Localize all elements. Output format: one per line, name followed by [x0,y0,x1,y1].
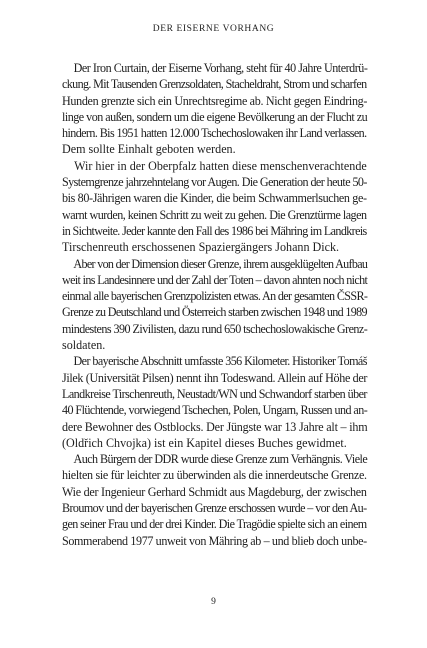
text-line: in Sichtweite. Jeder kannte den Fall des 1986 bei Mähring im Landkreis [62,223,367,238]
text-line: linge von außen, sondern um die eigene Bevölkerung an der Flucht zu [62,109,368,124]
text-line: Hunden grenzte sich ein Unrechtsregime ab. Nicht gegen Eindring- [62,93,368,108]
text-line: Landkreise Tirschenreuth, Neustadt/WN und Schwandorf starben über [62,386,367,401]
text-line: Broumov und der bayerischen Grenze erschossen wurde – vor den Au- [62,501,367,516]
text-line: mindestens 390 Zivilisten, dazu rund 650 tschechoslowakische Grenz- [62,321,368,336]
text-line: weit ins Landesinnere und der Zahl der Toten – davon ahnten noch nicht [62,272,368,287]
text-line: Auch Bürgern der DDR wurde diese Grenze zum Verhängnis. Viele [62,452,368,467]
text-line: bis 80-Jährigen waren die Kinder, die beim Schwammerlsuchen ge- [62,191,367,206]
text-line: Wir hier in der Oberpfalz hatten diese menschenverachtende [62,158,367,173]
text-line: einmal alle bayerischen Grenzpolizisten etwas. An der gesamten ČSSR- [62,289,368,304]
text-line: dere Bewohner des Ostblocks. Der Jüngste war 13 Jahre alt – ihm [62,419,368,434]
text-line: 40 Flüchtende, vorwiegend Tschechen, Polen, Ungarn, Russen und an- [62,403,368,418]
running-head-title: DER EISERNE VORHANG [152,24,275,34]
text-line: gen seiner Frau und der drei Kinder. Die Tragödie spielte sich an einem [62,517,367,532]
body-text [62,60,367,549]
text-line: Dem sollte Einhalt geboten werden. [62,142,236,157]
text-line: warnt wurden, keinen Schritt zu weit zu gehen. Die Grenztürme lagen [62,207,367,222]
text-line: hindern. Bis 1951 hatten 12.000 Tschechoslowaken ihr Land verlassen. [62,126,367,141]
text-line: hielten sie für leichter zu überwinden als die innerdeutsche Grenze. [62,468,367,483]
text-line: Wie der Ingenieur Gerhard Schmidt aus Magdeburg, der zwischen [62,484,367,499]
text-line: Systemgrenze jahrzehntelang vor Augen. Die Generation der heute 50- [62,175,367,190]
text-line: Sommerabend 1977 unweit von Mähring ab – und blieb doch unbe- [62,533,367,548]
text-line: Grenze zu Deutschland und Österreich starben zwischen 1948 und 1989 [62,305,367,320]
text-line: (Oldřich Chvojka) ist ein Kapitel dieses Buches gewidmet. [62,435,347,450]
text-line: Der Iron Curtain, der Eiserne Vorhang, steht für 40 Jahre Unterdrü- [62,61,368,75]
text-line: Aber von der Dimension dieser Grenze, ihrem ausgeklügelten Aufbau [62,256,368,271]
text-line: ckung. Mit Tausenden Grenzsoldaten, Stacheldraht, Strom und scharfen [62,77,367,92]
text-line: Jilek (Universität Pilsen) nennt ihn Todeswand. Allein auf Höhe der [62,370,368,385]
text-line: soldaten. [62,338,106,353]
text-line: Der bayerische Abschnitt umfasste 356 Kilometer. Historiker Tomáš [62,354,367,369]
page-number: 9 [211,597,216,607]
text-line: Tirschenreuth erschossenen Spaziergängers Johann Dick. [62,240,340,255]
